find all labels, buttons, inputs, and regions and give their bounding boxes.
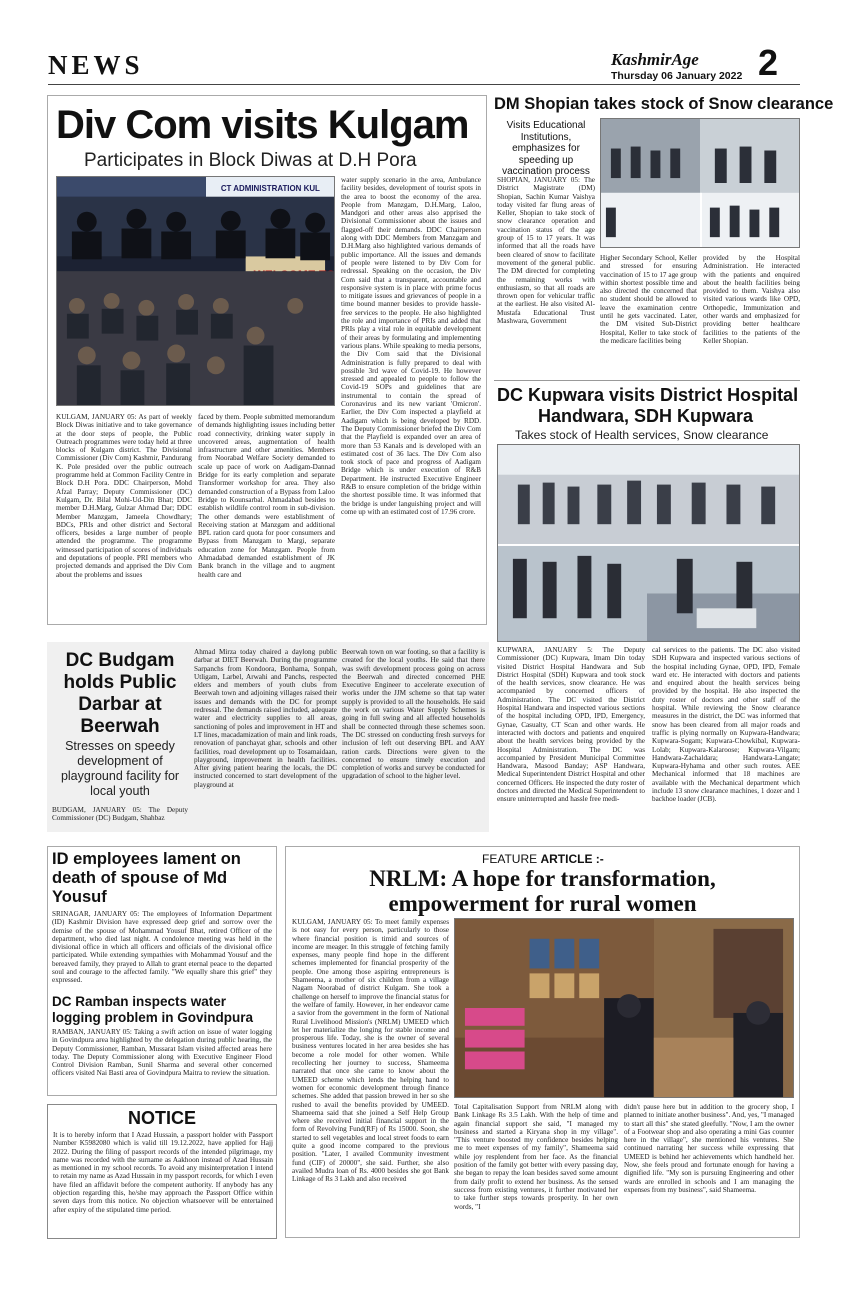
kulgam-headline: Div Com visits Kulgam <box>56 103 469 147</box>
paper-name: KashmirAge <box>611 50 699 69</box>
nrlm-col3: didn't pause here but in addition to the grocery shop, I planned to initiate another business". And, yes, "I managed to start all this" she stated gleefully. "Now, I am the owner of a Footwear shop and also operating a mini Gas counter here in the village", she mentioned his ventures. She continued narrating her success while expressing that UMEED is behind her achievements which handheld her. Now, she feels proud and fortunate enough for having a dignified life. "My son is pursuing Engineering and other wards are enrolled in schools and I am managing the expenses from my business", said Shameema. <box>624 1103 794 1194</box>
issue-date: Thursday 06 January 2022 <box>611 70 743 82</box>
notice-body: It is to hereby inform that I Azad Hussain, a passport holder with Passport Number K5982080 which is valid till 19.12.2022, have applied for Hajj 2022. During the filing of passport records of the intended pilgrimage, my name was recorded with the surname as Aakhoon instead of Azad Hussain as mentioned in my school records. To avoid any misinterpretation I intend to retain my name as Azad Hussain in my passport records, for which I even have filed an affidavit before the competent authority. If anybody has any objection regarding this, he/she may approach the Passport Office within seven days from this notice. No objection whatsoever will be entertained after expiry of the stipulated time period. <box>53 1131 273 1214</box>
budgam-col3: Beerwah town on war footing, so that a facility is created for the local youths. He said that there was swift development process going on across the Beerwah and directed concerned PHE Executive Engineer to accelerate execution of works under the JJM scheme so that tap water supply is provided to all the households. He said the work on various Water Supply Schemes is going in full swing and all affected households shall be connected through these schemes soon. The DC stressed on conducting fresh surveys for inclusion of left out deserving BPL and AAY ration cards. Directions were given to the concerned to ensure timely execution and completion of works and survey be conducted for upgradation of school to the higher level. <box>342 648 485 781</box>
shopian-col2: Higher Secondary School, Keller and stressed for ensuring vaccination of 15 to 17 age group within shortest possible time and also directed the concerned that no student should be allowed to leave the examination centre until he gets vaccinated. Later, the DM visited Sub-District Hospital, Keller to take stock of the medicare facilities being <box>600 254 697 345</box>
nrlm-kicker-label: ARTICLE :- <box>540 852 604 866</box>
id-employees-body: SRINAGAR, JANUARY 05: The employees of Information Department (ID) Kashmir Division have expressed deep grief and sorrow over the demise of the spouse of Mohammad Yousuf Bhat, retired Officer of the department, who died last night. A condolence meeting was held in the divisional office in which all officers and officials of the divisional office participated. While extending sympathies with Mohammad Yousuf and the bereaved family, they prayed to Allah to grant eternal peace to the departed soul and courage to the affected family. "We equally share this grief" they expressed. <box>52 910 272 985</box>
nrlm-headline-1: NRLM: A hope for transformation, <box>369 866 716 891</box>
budgam-col1: BUDGAM, JANUARY 05: The Deputy Commissioner (DC) Budgam, Shahbaz <box>52 806 188 823</box>
kupwara-headline-1: DC Kupwara visits District Hospital <box>497 385 799 405</box>
shopian-headline: DM Shopian takes stock of Snow clearance <box>494 95 834 113</box>
notice-title: NOTICE <box>127 1108 196 1128</box>
kulgam-subhead: Participates in Block Diwas at D.H Pora <box>84 150 417 171</box>
ramban-body: RAMBAN, JANUARY 05: Taking a swift action on issue of water logging in Govindpura area highlighted by the delegation during public hearing, the Deputy Commissioner, Ramban, Mussarat Islam visited affected areas here today. The Deputy Commissioner along with Executive Engineer Flood Control Division Ramban, Sunil Sharma and several other concerned officers visited Nai Basti area of Govindpura Maitra to review the situation. <box>52 1028 272 1078</box>
kupwara-col1: KUPWARA, JANUARY 5: The Deputy Commissioner (DC) Kupwara, Imam Din today visited District Hospital Handwara and Sub District Hospital (SDH) Kupwara and took stock of the health services, snow clearance. He was accompanied by concerned officers of Administration. The DC visited the District Hospital Handwara and inspected various sections of the hospital including OPD, IPD, Emergency, Gynae, Casualty, CT Scan and other wards. He interacted with doctors and patients and enquired about the health services being provided by the Hospital Administration. The DC was accompanied by President Municipal Committee Handwara, Masood Banday; ASP Handwara, Medical Superintendent District Hospital and other concerned Officers. He inspected the duty roster of doctors and directed the Medical Superintendent to ensure uninterrupted and hassle free medi- <box>497 646 645 804</box>
budgam-col2: Ahmad Mirza today chaired a daylong public darbar at DIET Beerwah. During the programme Sarpanchs from Kondoora, Bonhama, Sonpah, Utligam, Larbel, Arwahi and Panchs, respected elders and members of youth clubs from Beerwah town and adjoining villages raised their issues and demands with the DC for prompt redressal. The demands raised included, adequate water and electricity supplies to all areas, sanctioning of poles and improvement in HT and LT lines, macadamization of main and link roads, renovation of panchayat ghar, schools and other facilities, road development up to Tosamaidaan, playground, improvement in health facilities. After giving patient hearing the locals, the DC instructed concerned to start development of the playground at <box>194 648 337 789</box>
kupwara-headline-2: Handwara, SDH Kupwara <box>538 406 754 426</box>
nrlm-headline-2: empowerment for rural women <box>388 891 697 916</box>
page-number: 2 <box>758 42 779 83</box>
ramban-headline: DC Ramban inspects water logging problem in Govindpura <box>52 994 253 1025</box>
budgam-subhead: Stresses on speedy development of playground facility for local youth <box>60 739 180 798</box>
kupwara-col2: cal services to the patients. The DC also visited SDH Kupwara and inspected various sections of the hospital including Gynae, OPD, IPD, Female ward etc. He interacted with doctors and patients and enquired about the health services being provided by the hospital. He also inspected the duty roster of doctors and other staff of the hospital. While reviewing the Snow clearance measures in the district, the DC was informed that snow has been cleared from all major roads and traffic is plying normally on Kupwara-Handwara; Kupwara-Sogam; Kupwara-Chowkibal, Kupwara-Lolab; Kupwara-Kalaroose; Kupwara-Vilgam; Handwara-Zachaldara; Handwara-Langate; Kupwara-Hyhama and other such routes. AEE Mechanical informed that 18 machines are available with the Mechanical department which include 13 snow clearance machines, 1 dozer and 1 backhoe loader (JCB). <box>652 646 800 804</box>
nrlm-kicker-prefix: FEATURE <box>482 852 538 866</box>
photo-banner-text: CT ADMINISTRATION KUL <box>220 183 320 193</box>
nrlm-col1: KULGAM, JANUARY 05: To meet family expenses is not easy for every person, particularly to those where financial position is timid and sources of income are meager. In this struggle of fetching family expenses, many people find hope in the different schemes implemented for financial prosperity of the people. One among those aspiring entrepreneurs is Shameema, a mother of six children from a village Nagam Noorabad of district Kulgam. She took a challenge on herself to improve the financial status for the welfare of family. However, in her endeavor came a savior from the government in the form of National Rural Livelihood Mission's (NRLM) UMEED which let her materialize the longing for stable income and prosperous life. Today, she is the owner of several business ventures located in her area besides she has become a role model for other women. While recollecting her journey to success, Shameema narrated that once she came to know about the UMEED scheme which lends the helping hand to women for economic development through finance schemes. She added that passion brewed in her so she rushed to avail the benefits provided by UMEED. Shameema said that she joined a Self Help Group where she received initial financial support in the form of Revolving Fund(RF) of Rs 15000. Soon, she started to sell vegetables and local street foods to earn quite a good income compared to the previous position. "Later, I availed Community investment fund (CIF) of 20000", she said. Further, she also availed Mudra loan of Rs. 4000 besides she got Bank Linkage of Rs 3 Lakh and also received <box>292 918 449 1184</box>
id-employees-headline: ID employees lament on death of spouse of Md Yousuf <box>52 850 241 906</box>
shopian-photo <box>600 118 800 248</box>
kupwara-photo <box>497 444 800 642</box>
nrlm-kicker <box>482 852 604 866</box>
kupwara-subhead: Takes stock of Health services, Snow clearance <box>515 428 769 442</box>
shopian-col1: SHOPIAN, JANUARY 05: The District Magistrate (DM) Shopian, Sachin Kumar Vaishya today visited far flung areas of Keller, Shopian to take stock of snow clearance operation and vaccination status of the age group of 15 to 17 years. It was informed that all the roads have been cleared of snow to facilitate movement of the general public. The DM directed for completing the remaining works with enthusiasm, so that all roads are thrown open for vehicular traffic at the earliest. He also visited Al-Mustafa Educational Trust Mashwara, Government <box>497 176 595 326</box>
section-label: NEWS <box>48 50 144 80</box>
nrlm-photo <box>454 918 794 1098</box>
shopian-side-head: Visits Educational Institutions, emphasizes for speeding up vaccination process <box>502 120 590 177</box>
budgam-headline: DC Budgam holds Public Darbar at Beerwah <box>63 650 177 737</box>
kulgam-col2: faced by them. People submitted memorandum of demands highlighting issues including better road connectivity, drinking water supply in uncovered areas, augmentation of health infrastructure and other amenities. Members from Noorabad Welfare Society demanded to scale up pace of work on Aadigam-Dannad Bridge for its early completion and separate Transformer workshop for area. They also demanded construction of a Bypass from Laloo Bridge to Kounsarbal. Ahmadabad besides to establish wildlife control room in sub-division. The other demands were establishment of Receiving station at Manzgam and additional BPL ration card quota for poor consumers and Bypass from Manzgam to Margi, separate education zone for Manzgam. People from Ahmadabad demanded establishment of JK Bank branch in the village and to augment health care and <box>198 413 335 579</box>
kulgam-col1: KULGAM, JANUARY 05: As part of weekly Block Diwas initiative and to take governance at the door steps of people, the Public Outreach programmes were today held at three blocks of Kulgam district. The Divisional Commissioner (Div Com) Kashmir, Pandurang K. Pole presided over the public outreach programme held at Common Facility Centre in Block D.H Pora. DDC Chairperson, Mohd Afzal Parray; Deputy Commissioner (DC) Kulgam, Dr. Bilal Mohi-Ud-Din Bhat; DDC member D.H.Marg, Gulzar Ahmad Dar; DDC Member Manzgam, Jameela Chowdhary; BDCs, PRIs and other district and Sectoral officers, besides a large number of people attended the programme. The programme witnessed participation of scores of individuals and deputations of people. PRI members who projected demands and apprised the Div Com about the problems and issues <box>56 413 192 579</box>
kulgam-photo <box>56 176 335 406</box>
header-rule <box>48 84 800 85</box>
kulgam-col3: water supply scenario in the area, Ambulance facility besides, development of tourist spots in the area to boost the economy of the area. People from Manzgam, D.H.Marg, Laloo, Mandgori and other areas also apprised the Divisional Commissioner about the issues and flagged-off their demands. DDC Chairperson along with DDC Members from Manzgam and D.H.Marg also highlighted various demands of public importance. All the issues and demands of people were listened to by Div Com for redressal. Speaking on the occasion, the Div Com said that a transparent, accountable and responsive system is in place with prime focus to mitigate issues and grievances of people in a time bound manner besides to provide hassle-free services to the people. He also highlighted the role and importance of PRIs and added that PRIs play a vital role in equitable development of their areas by formulating and implementing various plans. While speaking to media persons, the Div Com said that the Divisional Administration is fully prepared to deal with possible 3rd wave of Covid-19. He however stressed and appealed to people to follow the Covid-19 SOPs and guidelines that are instrumental to contain the spread of Coronavirus and its new variant 'Omicron'. Earlier, the Div Com inspected a playfield at Aadigam which is being developed by RDD. The Deputy Commissioner briefed the Div Com that the Playfield is expanded over an area of more than 53 Kanals and is developed with an estimated cost of 36 lacs. The Div Com also took stock of pace and progress of Aadigam Bridge which is under execution of R&B Department. He instructed Executive Engineer R&B to ensure completion of the bridge within the shortest possible time. It was informed that the bridge is under languishing project and will come up with an estimated cost of 17.96 crore. <box>341 176 481 516</box>
paper-logo <box>611 50 699 70</box>
kupwara-top-rule <box>494 380 800 381</box>
nrlm-col2: Total Capitalisation Support from NRLM along with Bank Linkage Rs 3.5 Lakh. With the help of time and again financial support she said, "I managed my business and started a Kiryana shop in my village". "This venture boosted my confidence besides helping me to meet expenses of my family", Shameema said while joy resplendent from her face. As the financial position of the family got better with every passing day, she began to repay the loan besides saved some amount from daily profit to extend her business. As the sensed success from existing ventures, it further motivated her to take further steps towards prosperity. In her own words, "I <box>454 1103 618 1211</box>
shopian-col3: provided by the Hospital Administration. He interacted with the patients and enquired about the health facilities being provided to them. Vaishya also visited various wards like OPD, Orthopedic, Immunization and other wards and emphasized for providing better healthcare facilities to the patients of the Keller Shopian. <box>703 254 800 345</box>
